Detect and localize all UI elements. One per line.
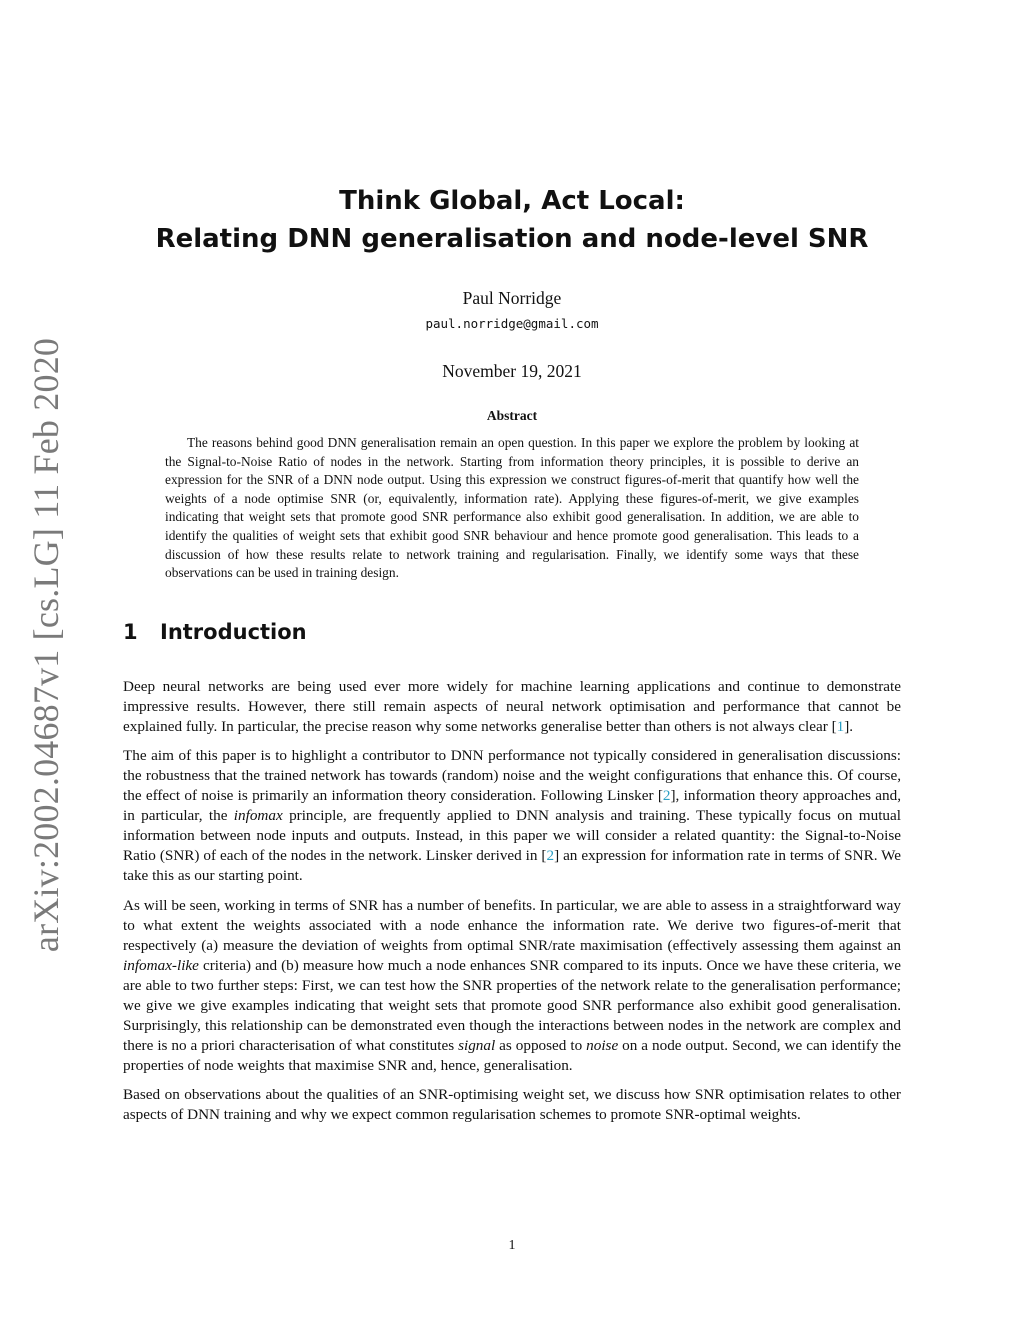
- introduction-body: [123, 677, 901, 1135]
- author-name: Paul Norridge: [462, 288, 562, 308]
- abstract-text: The reasons behind good DNN generalisation remain an open question. In this paper we explore the problem by looking at the Signal-to-Noise Ratio of nodes in the network. Starting from information theory principles, it is possible to derive an expression for the SNR of a DNN node output. Using this expression we construct figures-of-merit that quantify how well the weights of a node optimise SNR (or, equivalently, information rate). Applying these figures-of-merit, we give examples indicating that weight sets that promote good SNR performance also exhibit good generalisation. In addition, we are able to identify the qualities of weight sets that exhibit good SNR behaviour and hence promote good generalisation. This leads to a discussion of how these results relate to network training and regularisation. Finally, we identify some ways that these observations can be used in training design.: [165, 435, 859, 581]
- text-run: principle, are frequently applied to DNN analysis and training. These typically focus on mutual information between node inputs and outputs. Instead, in this paper we will consider a related quantity: the Signal-to-Noise Ratio (SNR) of each of the nodes in the network. Linsker derived in [: [123, 807, 901, 865]
- text-run: on a node output. Second, we can identify the properties of node weights that maximise SNR and, hence, generalisation.: [123, 1036, 901, 1074]
- emphasis-infomax-like: infomax-like: [123, 956, 199, 974]
- paper-title: [0, 182, 1024, 258]
- citation-link[interactable]: 2: [546, 847, 555, 865]
- intro-paragraph-2: [123, 746, 901, 886]
- intro-paragraph-3: [123, 896, 901, 1076]
- text-run: Deep neural networks are being used ever more widely for machine learning applications and continue to demonstrate impressive results. However, there still remain aspects of neural network optimisation and performance that cannot be explained fully. In particular, the precise reason why some networks generalise better than others is not always clear [: [123, 678, 901, 735]
- text-run: ], information theory approaches and, in particular, the: [123, 787, 902, 825]
- arxiv-identifier-stamp: [16, 337, 76, 953]
- paper-date: November 19, 2021: [442, 361, 582, 381]
- emphasis-infomax: infomax: [233, 807, 283, 825]
- text-run: As will be seen, working in terms of SNR has a number of benefits. In particular, we are able to assess in a straightforward way to what extent the weights associated with a node enhance the information rate. We derive two figures-of-merit that respectively (a) measure the deviation of weights from optimal SNR/rate maximisation (effectively assessing them against an: [123, 896, 901, 954]
- citation-link[interactable]: 2: [662, 787, 671, 805]
- section-heading-introduction: [123, 620, 307, 644]
- text-run: ] an expression for information rate in terms of SNR. We take this as our starting point.: [123, 847, 902, 885]
- title-line-1: Think Global, Act Local:: [339, 186, 685, 216]
- text-run: criteria) and (b) measure how much a node enhances SNR compared to its inputs. Once we have these criteria, we are able to two further steps: First, we can test how the SNR properties of the network relate to the generalisation performance; we give we give examples indicating that weight sets that promote good SNR performance also exhibit good generalisation. Surprisingly, this relationship can be demonstrated even though the interactions between nodes in the network are complex and there is no a priori characterisation of what constitutes: [123, 956, 901, 1054]
- intro-paragraph-1: [123, 677, 901, 737]
- emphasis-signal: signal: [458, 1036, 496, 1054]
- text-run: as opposed to: [495, 1036, 587, 1054]
- section-number: 1: [123, 620, 138, 644]
- author-email: paul.norridge@gmail.com: [425, 316, 599, 331]
- abstract-heading: Abstract: [486, 408, 538, 423]
- page-number: 1: [508, 1238, 516, 1253]
- citation-link[interactable]: 1: [836, 718, 845, 735]
- text-run: ].: [844, 718, 854, 735]
- intro-paragraph-4: Based on observations about the qualities of an SNR-optimising weight set, we discuss how SNR optimisation relates to other aspects of DNN training and why we expect common regularisation schemes to promote SNR-optimal weights.: [123, 1086, 901, 1124]
- text-run: The aim of this paper is to highlight a contributor to DNN performance not typically considered in generalisation discussions: the robustness that the trained network has towards (random) noise and the weight configurations that enhance this. Of course, the effect of noise is primarily an information theory consideration. Following Linsker [: [123, 747, 901, 805]
- arxiv-identifier-text: arXiv:2002.04687v1 [cs.LG] 11 Feb 2020: [26, 337, 66, 953]
- emphasis-noise: noise: [586, 1036, 619, 1054]
- section-title: Introduction: [160, 620, 307, 644]
- title-line-2: Relating DNN generalisation and node-level SNR: [155, 224, 869, 254]
